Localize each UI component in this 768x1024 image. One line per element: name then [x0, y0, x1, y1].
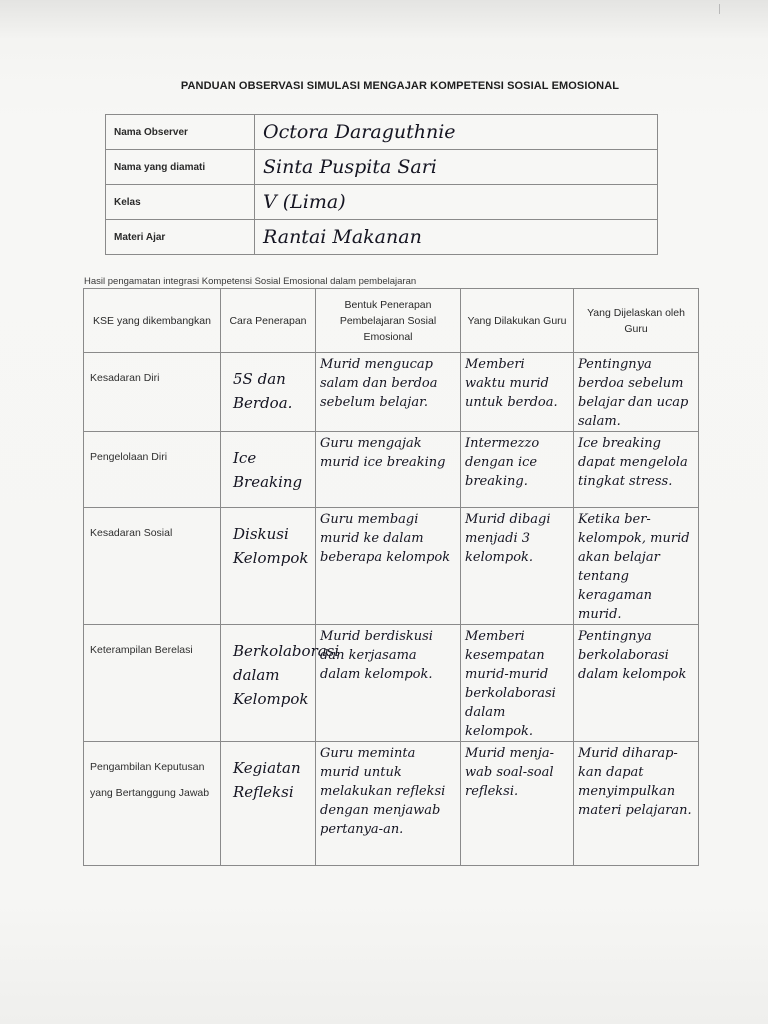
table-row	[84, 625, 699, 742]
cara-cell: Ice Breaking	[221, 432, 316, 508]
bentuk-cell: Guru meminta murid untuk melakukan refleksi dengan menjawab pertanya-an.	[316, 742, 461, 866]
header-bentuk: Bentuk Penerapan Pembelajaran Sosial Emosional	[316, 289, 461, 353]
kse-cell: Kesadaran Sosial	[84, 508, 221, 625]
cara-cell: Berkolaborasi dalam Kelompok	[221, 625, 316, 742]
header-kse: KSE yang dikembangkan	[84, 289, 221, 353]
kse-cell: Keterampilan Berelasi	[84, 625, 221, 742]
dilakukan-cell: Murid menja-wab soal-soal refleksi.	[461, 742, 574, 866]
cara-cell: Diskusi Kelompok	[221, 508, 316, 625]
dilakukan-cell: Memberi kesempatan murid-murid berkolaborasi dalam kelompok.	[461, 625, 574, 742]
info-row-material	[106, 220, 658, 255]
kse-cell: Pengambilan Keputusan yang Bertanggung Jawab	[84, 742, 221, 866]
identity-table	[105, 114, 658, 255]
bentuk-cell: Guru membagi murid ke dalam beberapa kelompok	[316, 508, 461, 625]
table-caption: Hasil pengamatan integrasi Kompetensi Sosial Emosional dalam pembelajaran	[84, 276, 417, 287]
material-label: Materi Ajar	[106, 220, 255, 255]
kse-cell: Kesadaran Diri	[84, 353, 221, 432]
scan-mark	[719, 4, 720, 14]
dijelaskan-cell: Pentingnya berkolaborasi dalam kelompok	[574, 625, 699, 742]
page-title: PANDUAN OBSERVASI SIMULASI MENGAJAR KOMPETENSI SOSIAL EMOSIONAL	[180, 80, 620, 92]
material-value: Rantai Makanan	[255, 220, 658, 255]
header-cara: Cara Penerapan	[221, 289, 316, 353]
table-row	[84, 508, 699, 625]
header-dilakukan: Yang Dilakukan Guru	[461, 289, 574, 353]
table-row	[84, 353, 699, 432]
kse-observation-table	[83, 288, 699, 866]
observer-label: Nama Observer	[106, 115, 255, 150]
info-row-class	[106, 185, 658, 220]
dijelaskan-cell: Murid diharap-kan dapat menyimpulkan materi pelajaran.	[574, 742, 699, 866]
observed-value: Sinta Puspita Sari	[255, 150, 658, 185]
info-row-observed	[106, 150, 658, 185]
cara-cell: 5S dan Berdoa.	[221, 353, 316, 432]
observer-value: Octora Daraguthnie	[255, 115, 658, 150]
info-row-observer	[106, 115, 658, 150]
class-value: V (Lima)	[255, 185, 658, 220]
header-dijelaskan: Yang Dijelaskan oleh Guru	[574, 289, 699, 353]
dijelaskan-cell: Ketika ber-kelompok, murid akan belajar tentang keragaman murid.	[574, 508, 699, 625]
table-row	[84, 742, 699, 866]
bentuk-cell: Guru mengajak murid ice breaking	[316, 432, 461, 508]
dilakukan-cell: Murid dibagi menjadi 3 kelompok.	[461, 508, 574, 625]
dilakukan-cell: Memberi waktu murid untuk berdoa.	[461, 353, 574, 432]
dilakukan-cell: Intermezzo dengan ice breaking.	[461, 432, 574, 508]
dijelaskan-cell: Pentingnya berdoa sebelum belajar dan ucap salam.	[574, 353, 699, 432]
dijelaskan-cell: Ice breaking dapat mengelola tingkat stress.	[574, 432, 699, 508]
table-row	[84, 432, 699, 508]
class-label: Kelas	[106, 185, 255, 220]
table-header-row	[84, 289, 699, 353]
kse-cell: Pengelolaan Diri	[84, 432, 221, 508]
observed-label: Nama yang diamati	[106, 150, 255, 185]
cara-cell: Kegiatan Refleksi	[221, 742, 316, 866]
bentuk-cell: Murid berdiskusi dan kerjasama dalam kelompok.	[316, 625, 461, 742]
bentuk-cell: Murid mengucap salam dan berdoa sebelum belajar.	[316, 353, 461, 432]
